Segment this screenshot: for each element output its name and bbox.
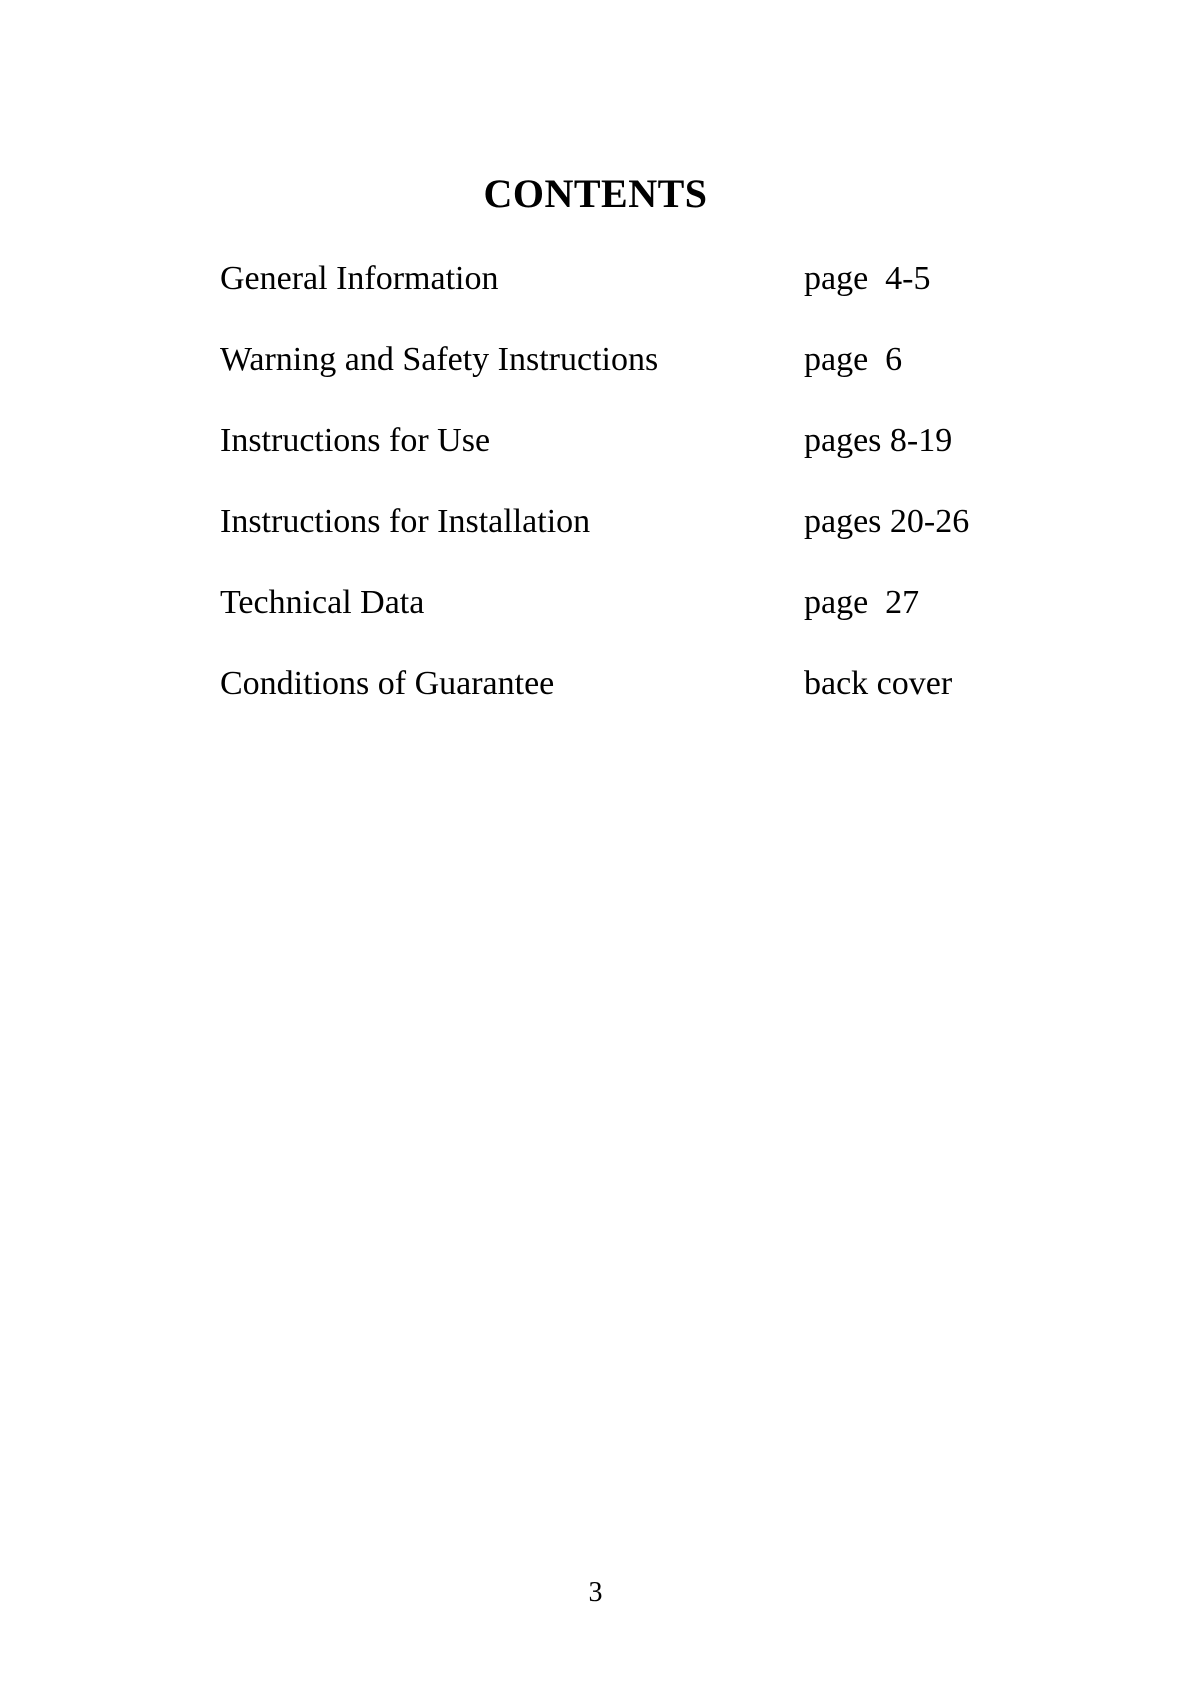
toc-row-instructions-installation	[220, 498, 1020, 579]
toc-entry-page: pages 20-26	[804, 503, 970, 540]
toc-entry-page: page 6	[804, 341, 903, 378]
toc-entry-label: Technical Data	[220, 584, 425, 621]
toc-row-general-information	[220, 255, 1020, 336]
toc-entry-label: Warning and Safety Instructions	[220, 341, 659, 378]
toc-entry-label: Instructions for Use	[220, 422, 491, 459]
toc-entry-label: Conditions of Guarantee	[220, 665, 555, 702]
toc-entry-page: back cover	[804, 665, 953, 702]
toc-row-instructions-use	[220, 417, 1020, 498]
toc-entry-label: Instructions for Installation	[220, 503, 591, 540]
toc-entry-page: page 4-5	[804, 260, 931, 297]
toc-row-conditions-guarantee	[220, 660, 1020, 741]
toc-entry-label: General Information	[220, 260, 499, 297]
toc-row-warning-safety	[220, 336, 1020, 417]
toc-row-technical-data	[220, 579, 1020, 660]
page-number: 3	[588, 1577, 603, 1608]
page-title: CONTENTS	[483, 171, 708, 216]
toc-entry-page: page 27	[804, 584, 920, 621]
toc-entry-page: pages 8-19	[804, 422, 953, 459]
table-of-contents	[220, 255, 1020, 741]
